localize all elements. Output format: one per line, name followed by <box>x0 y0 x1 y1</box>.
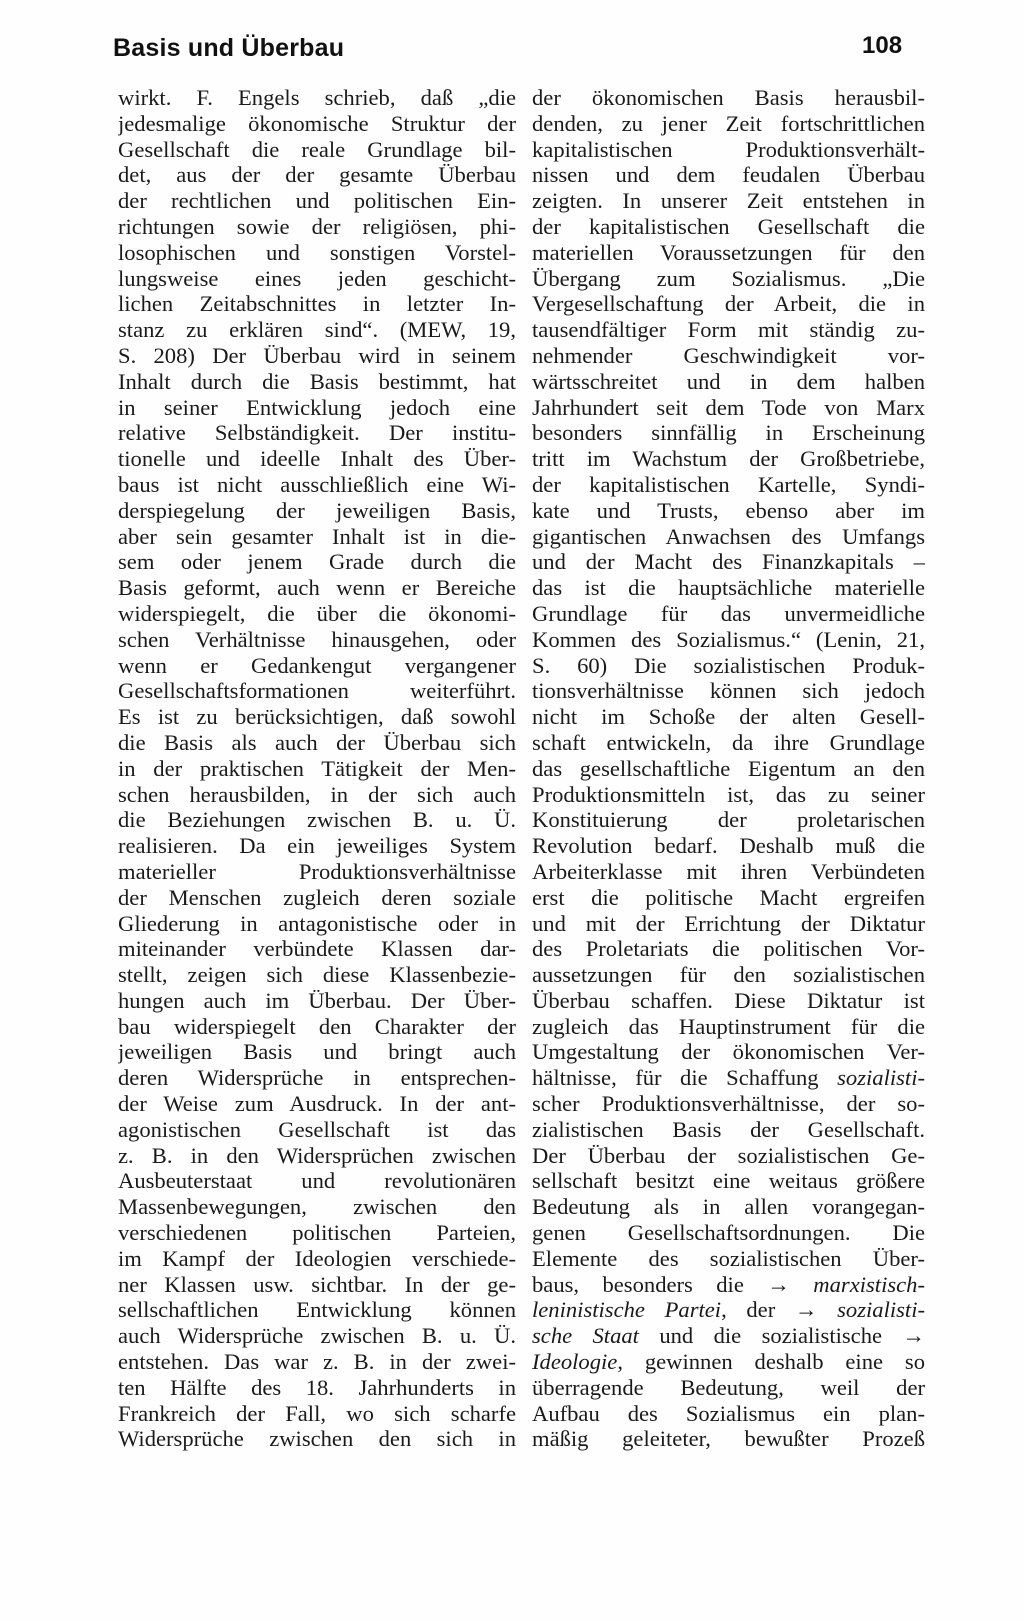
text-line: Bedeutung als in allen vorangegan- <box>532 1194 925 1220</box>
text-line: Aufbau des Sozialismus ein plan- <box>532 1400 925 1426</box>
text-line: wenn er Gedankengut vergangener <box>118 652 516 678</box>
text-line: Frankreich der Fall, wo sich scharfe <box>118 1400 516 1426</box>
text-line: der Menschen zugleich deren soziale <box>118 884 516 910</box>
text-line: überragende Bedeutung, weil der <box>532 1374 925 1400</box>
text-line: verschiedenen politischen Parteien, <box>118 1220 516 1246</box>
text-line: agonistischen Gesellschaft ist das <box>118 1116 516 1142</box>
text-line: Überbau schaffen. Diese Diktatur ist <box>532 987 925 1013</box>
text-line: Übergang zum Sozialismus. „Die <box>532 265 925 291</box>
text-line: Arbeiterklasse mit ihren Verbündeten <box>532 858 925 884</box>
text-line: det, aus der der gesamte Überbau <box>118 162 516 188</box>
text-line: kate und Trusts, ebenso aber im <box>532 497 925 523</box>
text-line: sellschaftlichen Entwicklung können <box>118 1297 516 1323</box>
text-line: losophischen und sonstigen Vorstel- <box>118 239 516 265</box>
text-line: nicht im Schoße der alten Gesell- <box>532 704 925 730</box>
running-header-title: Basis und Überbau <box>113 34 345 62</box>
text-line: z. B. in den Widersprüchen zwischen <box>118 1142 516 1168</box>
text-line: tausendfältiger Form mit ständig zu- <box>532 317 925 343</box>
text-line: gigantischen Anwachsen des Umfangs <box>532 523 925 549</box>
text-line: Ideologie, gewinnen deshalb eine so <box>532 1349 925 1375</box>
text-line: des Proletariats die politischen Vor- <box>532 936 925 962</box>
text-line: in seiner Entwicklung jedoch eine <box>118 394 516 420</box>
text-line: widerspiegelt, die über die ökonomi- <box>118 600 516 626</box>
text-line: bau widerspiegelt den Charakter der <box>118 1013 516 1039</box>
text-line: materiellen Voraussetzungen für den <box>532 239 925 265</box>
text-line: entstehen. Das war z. B. in der zwei- <box>118 1349 516 1375</box>
text-line: Kommen des Sozialismus.“ (Lenin, 21, <box>532 626 925 652</box>
text-line: schen Verhältnisse hinausgehen, oder <box>118 626 516 652</box>
text-line: jeweiligen Basis und bringt auch <box>118 1039 516 1065</box>
text-line: Ausbeuterstaat und revolutionären <box>118 1168 516 1194</box>
text-line: im Kampf der Ideologien verschiede- <box>118 1245 516 1271</box>
text-line: ner Klassen usw. sichtbar. In der ge- <box>118 1271 516 1297</box>
text-line: Elemente des sozialistischen Über- <box>532 1245 925 1271</box>
text-line: Widersprüche zwischen den sich in <box>118 1426 516 1452</box>
text-line: die Beziehungen zwischen B. u. Ü. <box>118 807 516 833</box>
text-line: der Weise zum Ausdruck. In der ant- <box>118 1091 516 1117</box>
text-line: wärtsschreitet und in dem halben <box>532 368 925 394</box>
text-line: und der Macht des Finanzkapitals – <box>532 549 925 575</box>
text-line: stanz zu erklären sind“. (MEW, 19, <box>118 317 516 343</box>
text-line: ten Hälfte des 18. Jahrhunderts in <box>118 1374 516 1400</box>
text-line: Revolution bedarf. Deshalb muß die <box>532 833 925 859</box>
text-line: sem oder jenem Grade durch die <box>118 549 516 575</box>
text-line: aussetzungen für den sozialistischen <box>532 962 925 988</box>
text-line: nehmender Geschwindigkeit vor- <box>532 342 925 368</box>
text-line: lichen Zeitabschnittes in letzter In- <box>118 291 516 317</box>
text-line: Vergesellschaftung der Arbeit, die in <box>532 291 925 317</box>
text-line: materieller Produktionsverhältnisse <box>118 858 516 884</box>
text-line: sellschaft besitzt eine weitaus größere <box>532 1168 925 1194</box>
text-line: denden, zu jener Zeit fortschrittlichen <box>532 110 925 136</box>
text-line: relative Selbständigkeit. Der institu- <box>118 420 516 446</box>
text-line: Gesellschaftsformationen weiterführt. <box>118 678 516 704</box>
text-line: hungen auch im Überbau. Der Über- <box>118 987 516 1013</box>
text-line: der rechtlichen und politischen Ein- <box>118 188 516 214</box>
text-line: tionelle und ideelle Inhalt des Über- <box>118 446 516 472</box>
text-line: Basis geformt, auch wenn er Bereiche <box>118 575 516 601</box>
text-line: scher Produktionsverhältnisse, der so- <box>532 1091 925 1117</box>
text-line: Es ist zu berücksichtigen, daß sowohl <box>118 704 516 730</box>
text-line: Konstituierung der proletarischen <box>532 807 925 833</box>
text-line: baus ist nicht ausschließlich eine Wi- <box>118 471 516 497</box>
text-line: Gliederung in antagonistische oder in <box>118 910 516 936</box>
text-line: der kapitalistischen Gesellschaft die <box>532 213 925 239</box>
text-line: Gesellschaft die reale Grundlage bil- <box>118 136 516 162</box>
text-line: zugleich das Hauptinstrument für die <box>532 1013 925 1039</box>
text-line: lungsweise eines jeden geschicht- <box>118 265 516 291</box>
text-line: baus, besonders die → marxistisch- <box>532 1271 925 1297</box>
text-line: das gesellschaftliche Eigentum an den <box>532 755 925 781</box>
text-line: Jahrhundert seit dem Tode von Marx <box>532 394 925 420</box>
text-column-right <box>532 85 925 1452</box>
text-line: schen herausbilden, in der sich auch <box>118 781 516 807</box>
text-line: auch Widersprüche zwischen B. u. Ü. <box>118 1323 516 1349</box>
text-line: mäßig geleiteter, bewußter Prozeß <box>532 1426 925 1452</box>
text-line: schaft entwickeln, da ihre Grundlage <box>532 729 925 755</box>
text-line: wirkt. F. Engels schrieb, daß „die <box>118 85 516 110</box>
text-line: stellt, zeigen sich diese Klassenbezie- <box>118 962 516 988</box>
text-line: Umgestaltung der ökonomischen Ver- <box>532 1039 925 1065</box>
text-line: tritt im Wachstum der Großbetriebe, <box>532 446 925 472</box>
text-line: realisieren. Da ein jeweiliges System <box>118 833 516 859</box>
text-line: Massenbewegungen, zwischen den <box>118 1194 516 1220</box>
text-line: die Basis als auch der Überbau sich <box>118 729 516 755</box>
text-line: kapitalistischen Produktionsverhält- <box>532 136 925 162</box>
text-line: nissen und dem feudalen Überbau <box>532 162 925 188</box>
text-line: der ökonomischen Basis herausbil- <box>532 85 925 110</box>
text-line: deren Widersprüche in entsprechen- <box>118 1065 516 1091</box>
text-line: zeigten. In unserer Zeit entstehen in <box>532 188 925 214</box>
text-line: derspiegelung der jeweiligen Basis, <box>118 497 516 523</box>
text-column-left <box>118 85 516 1452</box>
text-line: zialistischen Basis der Gesellschaft. <box>532 1116 925 1142</box>
text-line: Der Überbau der sozialistischen Ge- <box>532 1142 925 1168</box>
text-line: aber sein gesamter Inhalt ist in die- <box>118 523 516 549</box>
page-number: 108 <box>862 32 903 59</box>
text-line: jedesmalige ökonomische Struktur der <box>118 110 516 136</box>
text-line: leninistische Partei, der → sozialisti- <box>532 1297 925 1323</box>
text-line: sche Staat und die sozialistische → <box>532 1323 925 1349</box>
text-line: besonders sinnfällig in Erscheinung <box>532 420 925 446</box>
text-line: richtungen sowie der religiösen, phi- <box>118 213 516 239</box>
text-line: erst die politische Macht ergreifen <box>532 884 925 910</box>
text-line: tionsverhältnisse können sich jedoch <box>532 678 925 704</box>
text-line: das ist die hauptsächliche materielle <box>532 575 925 601</box>
text-line: Produktionsmitteln ist, das zu seiner <box>532 781 925 807</box>
text-line: miteinander verbündete Klassen dar- <box>118 936 516 962</box>
text-line: Grundlage für das unvermeidliche <box>532 600 925 626</box>
text-line: S. 60) Die sozialistischen Produk- <box>532 652 925 678</box>
text-line: S. 208) Der Überbau wird in seinem <box>118 342 516 368</box>
text-line: hältnisse, für die Schaffung sozialisti- <box>532 1065 925 1091</box>
text-line: in der praktischen Tätigkeit der Men- <box>118 755 516 781</box>
text-line: und mit der Errichtung der Diktatur <box>532 910 925 936</box>
text-line: genen Gesellschaftsordnungen. Die <box>532 1220 925 1246</box>
text-line: Inhalt durch die Basis bestimmt, hat <box>118 368 516 394</box>
text-line: der kapitalistischen Kartelle, Syndi- <box>532 471 925 497</box>
